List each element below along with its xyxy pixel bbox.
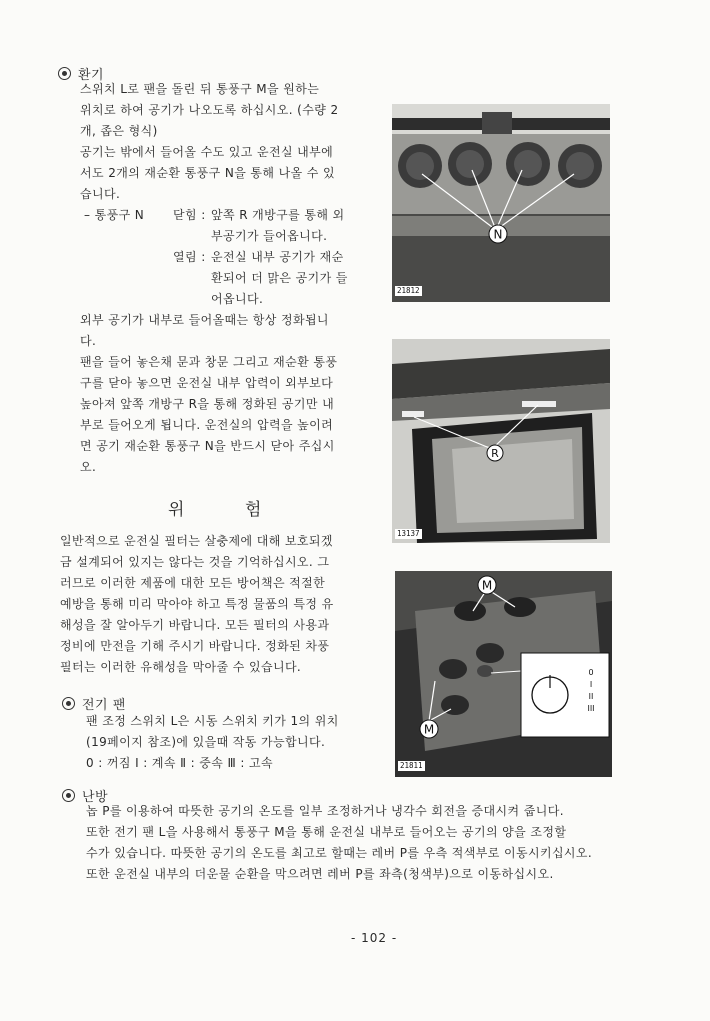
- open-text: 운전실 내부 공기가 재순 환되어 더 맑은 공기가 들 어옵니다.: [211, 250, 348, 306]
- danger-text: 일반적으로 운전실 필터는 살충제에 대해 보호되겠 금 설계되어 있지는 않다는 것을 기억하십시오. 그 러므로 이러한 제품에 대한 모든 방어책은 적절한 예방을 통해 미리 막아야 하고 특정 물품의 특정 유 해성을 잘 알아두기 바랍니다. 모든 필터의 사용과 정비에 만전을 기해 주시기 바랍니다. 정화된 차풍 필터는 이러한 유해성을 막아줄 수 있습니다.: [60, 534, 334, 674]
- callout-r-label: R: [491, 447, 499, 460]
- switch-mark-2: II: [588, 692, 594, 701]
- vent-n-prefix: – 통풍구 N: [84, 208, 145, 222]
- figure-front-openings: [392, 339, 610, 543]
- switch-mark-0: 0: [588, 668, 594, 677]
- callout-n-label: N: [493, 227, 503, 242]
- figure-recirculation-vents: [392, 104, 610, 302]
- ventilation-after-text: 외부 공기가 내부로 들어올때는 항상 정화됩니 다. 팬을 들어 놓은채 문과 창문 그리고 재순환 통풍 구를 닫아 놓으면 운전실 내부 압력이 외부보다 높아져 앞쪽 개방구 R을 통해 정화된 공기만 내 부로 들어오게 됩니다. 운전실의 압력을 높이려 면 공기 재순환 통풍구 N을 반드시 닫아 주십시 오.: [80, 313, 338, 474]
- switch-mark-1: I: [589, 680, 593, 689]
- danger-title-left: 위: [168, 500, 187, 520]
- figure-id-21811: 21811: [400, 761, 423, 770]
- figure-id-13137: 13137: [397, 529, 420, 538]
- bullet-icon: [62, 697, 75, 710]
- figure-id-21812: 21812: [397, 286, 420, 295]
- callout-m-bottom-label: M: [423, 722, 435, 737]
- page-number: - 102 -: [351, 931, 398, 945]
- danger-title-right: 험: [245, 500, 264, 520]
- electric-fan-heading: 전기 팬: [62, 694, 126, 713]
- switch-mark-3: III: [587, 704, 595, 713]
- ventilation-text: 스위치 L로 팬을 돌린 뒤 통풍구 M을 원하는 위치로 하여 공기가 나오도록 하십시오. (수량 2 개, 좁은 형식) 공기는 밖에서 들어올 수도 있고 운전실 내부에 서도 2개의 재순환 통풍구 N을 통해 나올 수 있 습니다.: [80, 82, 339, 201]
- closed-text: 앞쪽 R 개방구를 통해 외 부공기가 들어옵니다.: [211, 208, 345, 243]
- electric-fan-text: 팬 조정 스위치 L은 시동 스위치 키가 1의 위치 (19페이지 참조)에 있을때 작동 가능합니다. 0 : 꺼짐 Ⅰ : 계속 Ⅱ : 중속 Ⅲ : 고속: [86, 714, 339, 770]
- heating-heading: 난방: [62, 786, 108, 805]
- bullet-icon: [58, 67, 71, 80]
- bullet-icon: [62, 789, 75, 802]
- closed-label: 닫힘 :: [173, 208, 206, 222]
- callout-m-top-label: M: [481, 578, 493, 593]
- ventilation-heading: 환기: [58, 64, 104, 83]
- open-label: 열림 :: [173, 250, 206, 264]
- heating-text: 놉 P를 이용하여 따뜻한 공기의 온도를 일부 조정하거나 냉각수 회전을 증대시켜 줍니다. 또한 전기 팬 L을 사용해서 통풍구 M을 통해 운전실 내부로 들어오는 공기의 양을 조정할 수가 있습니다. 따뜻한 공기의 온도를 최고로 할때는 레버 P를 우측 적색부로 이동시키십시오. 또한 운전실 내부의 더운물 순환을 막으려면 레버 P를 좌측(청색부)으로 이동하십시오.: [86, 804, 593, 881]
- figure-vents-and-switch: [395, 571, 612, 777]
